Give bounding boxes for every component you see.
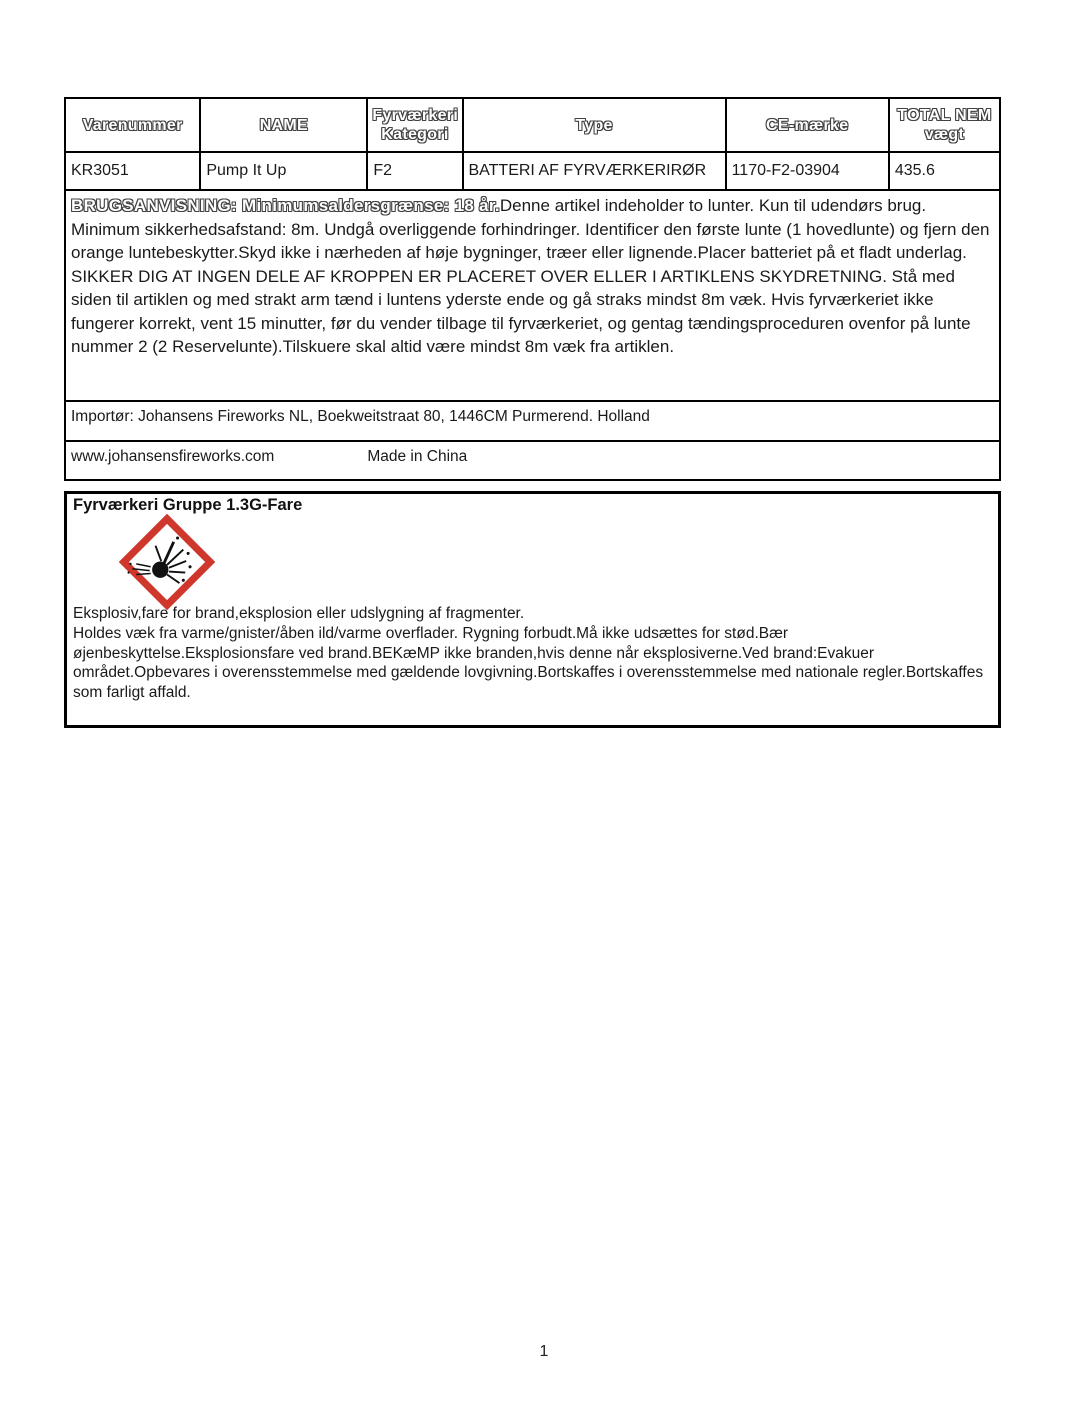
header-name: NAME xyxy=(200,99,367,152)
table-row xyxy=(66,152,999,190)
header-type: Type xyxy=(463,99,726,152)
usage-instructions xyxy=(66,191,999,402)
header-fyrvaerkeri-kategori: Fyrværkeri Kategori xyxy=(367,99,462,152)
website-text: www.johansensfireworks.com xyxy=(71,448,275,465)
made-in-text: Made in China xyxy=(367,448,468,465)
header-varenummer: Varenummer xyxy=(66,99,200,152)
hazard-group-title: Fyrværkeri Gruppe 1.3G-Fare xyxy=(73,496,303,514)
usage-instructions-body: Denne artikel indeholder to lunter. Kun til udendørs brug. Minimum sikkerhedsafstand: 8m. Undgå overliggende forhindringer. Identificer den første lunte (1 hovedlunte) og fjern den orange luntebeskytter.Skyd ikke i nærheden af høje bygninger, træer eller lignende.Placer batteriet på et fladt underlag. SIKKER DIG AT INGEN DELE AF KROPPEN ER PLACERET OVER ELLER I ARTIKLENS SKYDRETNING. Stå med siden til artiklen og med strakt arm tænd i luntens yderste ende og gå straks mindst 8m væk. Hvis fyrværkeriet ikke fungerer korrekt, vent 15 minutter, før du vender tilbage til fyrværkeriet, og gentag tændingsproceduren ovenfor på lunte nummer 2 (2 Reservelunte).Tilskuere skal altid være mindst 8m væk fra artiklen. xyxy=(71,196,990,356)
cell-ce-maerke: 1170-F2-03904 xyxy=(726,152,889,190)
header-total-nem-vaegt: TOTAL NEM vægt xyxy=(889,99,999,152)
hazard-section xyxy=(64,491,1001,728)
cell-varenummer: KR3051 xyxy=(66,152,200,190)
cell-name: Pump It Up xyxy=(200,152,367,190)
table-header-row xyxy=(66,99,999,152)
product-table xyxy=(66,99,999,191)
hazard-statements xyxy=(73,604,995,703)
cell-type: BATTERI AF FYRVÆRKERIRØR xyxy=(463,152,726,190)
product-info-block xyxy=(64,97,1001,481)
header-ce-maerke: CE-mærke xyxy=(726,99,889,152)
importer-row xyxy=(66,402,999,442)
hazard-statement: Eksplosiv,fare for brand,eksplosion eller udslygning af fragmenter. xyxy=(73,605,525,622)
importer-text: Importør: Johansens Fireworks NL, Boekweitstraat 80, 1446CM Purmerend. Holland xyxy=(71,408,650,425)
cell-kategori: F2 xyxy=(367,152,462,190)
origin-row xyxy=(66,442,999,479)
usage-instructions-heading: BRUGSANVISNING: Minimumsaldersgrænse: 18 år. xyxy=(71,196,500,215)
ghs01-explosive-icon xyxy=(119,514,215,610)
hazard-statement: Holdes væk fra varme/gnister/åben ild/varme overflader. Rygning forbudt.Må ikke udsættes for stød.Bær øjenbeskyttelse.Eksplosionsfare ved brand.BEKæMP ikke branden,hvis denne når eksplosiverne.Ved brand:Evakuer området.Opbevares i overensstemmelse med gældende lovgivning.Bortskaffes i overensstemmelse med nationale regler.Bortskaffes som farligt affald. xyxy=(73,624,984,702)
page-number: 1 xyxy=(539,1343,549,1360)
cell-vaegt: 435.6 xyxy=(889,152,999,190)
